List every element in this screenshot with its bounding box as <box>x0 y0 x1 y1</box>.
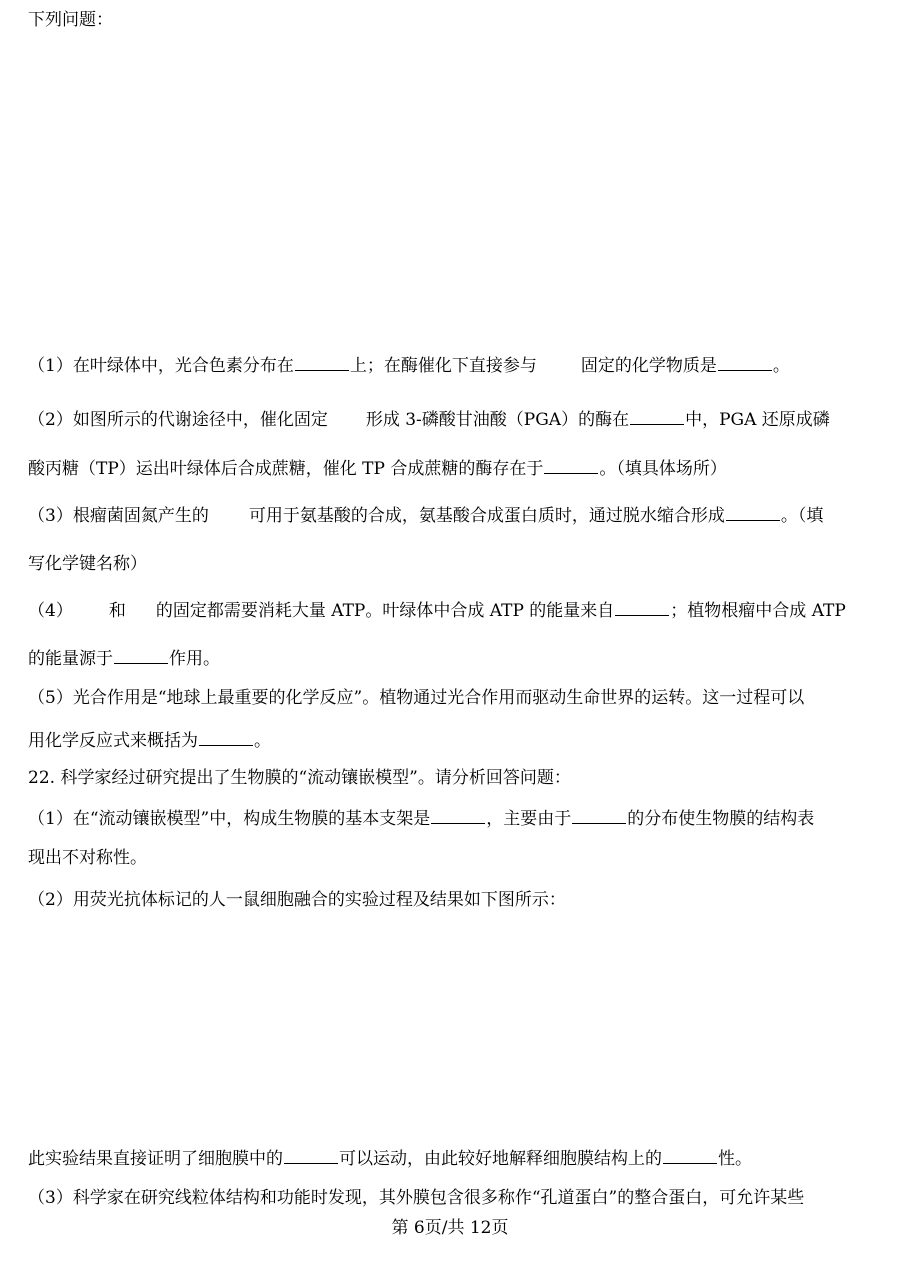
answer-blank[interactable] <box>295 353 349 371</box>
q2-line-2: 酸丙糖（TP）运出叶绿体后合成蔗糖，催化 TP 合成蔗糖的酶存在于 。（填具体场所） <box>28 456 878 481</box>
q22-title: 22. 科学家经过研究提出了生物膜的“流动镶嵌模型”。请分析回答问题： <box>28 768 571 788</box>
figure-1-area <box>28 40 872 340</box>
q1-line: （1）在叶绿体中，光合色素分布在 上；在酶催化下直接参与 固定的化学物质是 。 <box>28 353 878 378</box>
answer-blank[interactable] <box>663 1146 717 1164</box>
q22-p3-line: （3）科学家在研究线粒体结构和功能时发现，其外膜包含很多称作“孔道蛋白”的整合蛋白，可允许某些 <box>28 1188 805 1208</box>
answer-blank[interactable] <box>431 806 485 824</box>
answer-blank[interactable] <box>718 353 772 371</box>
page-footer: 第 6页/共 12页 <box>391 1218 509 1238</box>
answer-blank[interactable] <box>544 456 598 474</box>
q22-p1-line-2: 现出不对称性。 <box>28 848 147 868</box>
answer-blank[interactable] <box>572 806 626 824</box>
q22-p2-line: （2）用荧光抗体标记的人一鼠细胞融合的实验过程及结果如下图所示： <box>28 890 566 910</box>
answer-blank[interactable] <box>726 503 780 521</box>
figure-2-area <box>28 920 872 1140</box>
q4-line-1: （4） 和 的固定都需要消耗大量 ATP。叶绿体中合成 ATP 的能量来自 ；植物根瘤中合成 ATP <box>28 598 878 623</box>
answer-blank[interactable] <box>199 728 253 746</box>
answer-blank[interactable] <box>630 407 684 425</box>
q3-line-1: （3）根瘤菌固氮产生的 可用于氨基酸的合成，氨基酸合成蛋白质时，通过脱水缩合形成 。（填 <box>28 503 878 528</box>
q3-line-2: 写化学键名称） <box>28 554 147 574</box>
q5-line-1: （5）光合作用是“地球上最重要的化学反应”。植物通过光合作用而驱动生命世界的运转。这一过程可以 <box>28 688 805 708</box>
q22-p1-line-1: （1）在“流动镶嵌模型”中，构成生物膜的基本支架是 ，主要由于 的分布使生物膜的结构表 <box>28 806 878 831</box>
q22-p2-result: 此实验结果直接证明了细胞膜中的 可以运动，由此较好地解释细胞膜结构上的 性。 <box>28 1146 878 1171</box>
q4-line-2: 的能量源于 作用。 <box>28 646 878 671</box>
q2-line-1: （2）如图所示的代谢途径中，催化固定 形成 3-磷酸甘油酸（PGA）的酶在 中，PGA 还原成磷 <box>28 407 878 432</box>
q5-line-2: 用化学反应式来概括为 。 <box>28 728 878 753</box>
answer-blank[interactable] <box>615 598 669 616</box>
answer-blank[interactable] <box>284 1146 338 1164</box>
intro-line: 下列问题： <box>28 10 113 30</box>
answer-blank[interactable] <box>114 646 168 664</box>
